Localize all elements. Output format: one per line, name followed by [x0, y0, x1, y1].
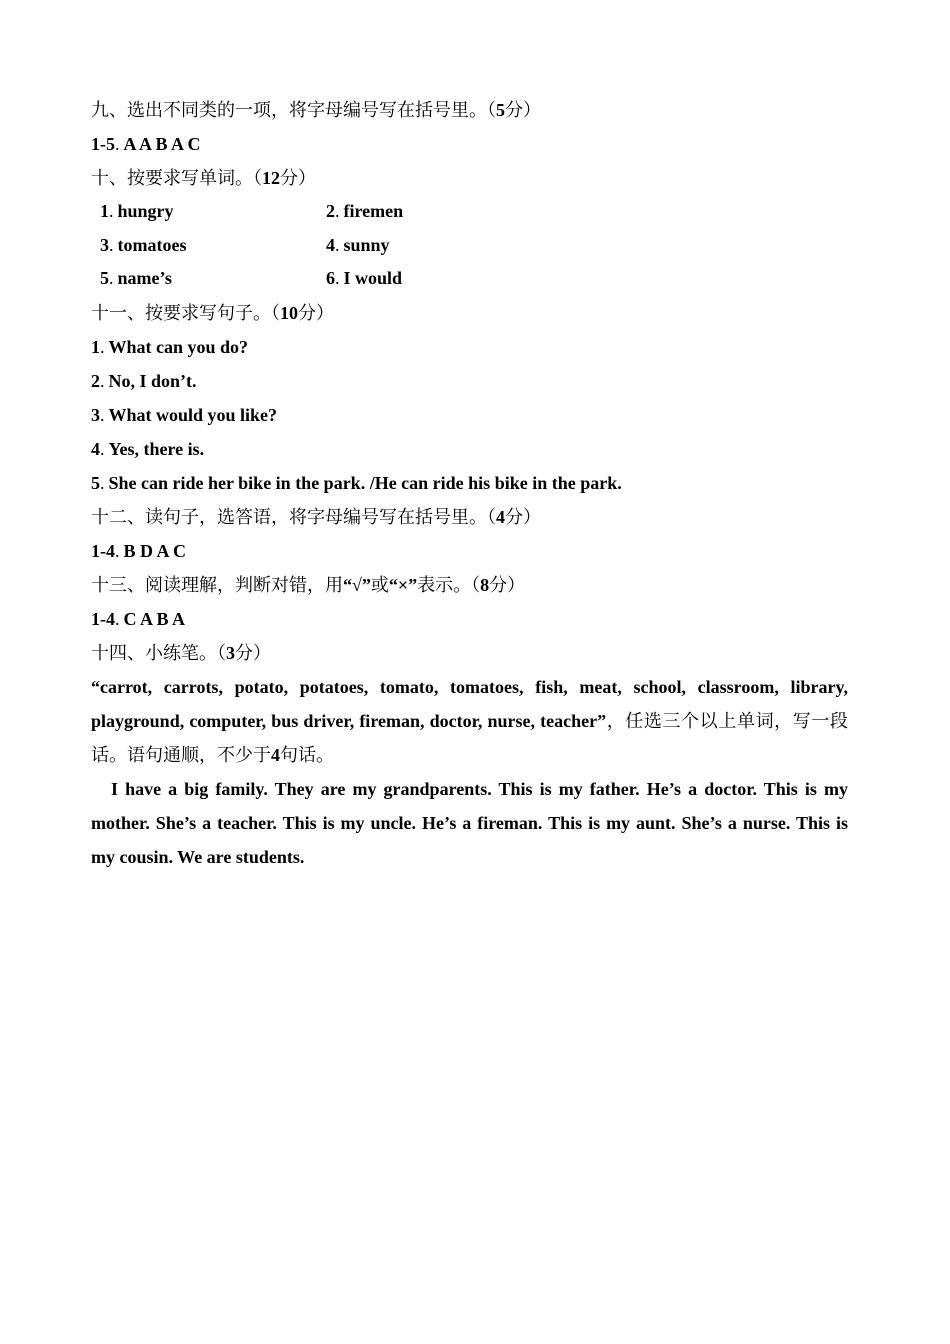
item-number: 5	[100, 268, 109, 288]
heading-points: 5	[496, 100, 505, 120]
item-separator: .	[100, 472, 105, 493]
item-separator: .	[100, 370, 105, 391]
item-separator: .	[109, 201, 114, 221]
item-text: sunny	[343, 234, 390, 255]
answer-letters: C A B A	[123, 608, 186, 629]
heading-text-mid2: 表示。（	[417, 574, 481, 595]
word-item	[100, 195, 326, 229]
answer-letters: A A B A C	[123, 134, 201, 154]
item-text: She can ride her bike in the park. /He can ride his bike in the park.	[108, 472, 622, 493]
word-item	[326, 229, 626, 263]
heading-points: 8	[480, 574, 490, 595]
cross-mark-symbol: “×”	[388, 574, 418, 595]
item-separator: .	[100, 336, 105, 357]
heading-text: 十、按要求写单词。（	[91, 168, 262, 188]
heading-text-end: 分）	[505, 506, 541, 527]
item-text: name’s	[117, 268, 172, 288]
item-text: tomatoes	[117, 234, 187, 255]
answer-sheet	[91, 93, 848, 874]
sample-essay: I have a big family. They are my grandparents. This is my father. He’s a doctor. This is my mother. She’s a teacher. This is my uncle. He’s a fireman. This is my aunt. She’s a nurse. This is my cousin. We are students.	[91, 778, 848, 867]
instruction-text: ，任选三个以上单词，写一段话。语句通顺，不少于	[91, 710, 848, 765]
item-number: 5	[91, 472, 100, 493]
item-text: No, I don’t.	[108, 370, 197, 391]
item-separator: .	[100, 404, 105, 425]
heading-points: 10	[280, 302, 298, 323]
item-number: 4	[326, 234, 335, 255]
section-10-heading	[91, 161, 848, 195]
sentence-item	[91, 398, 848, 432]
heading-text-end: 分）	[280, 168, 316, 188]
item-text: I would	[343, 268, 403, 288]
item-text: What would you like?	[108, 404, 278, 425]
item-separator: .	[335, 268, 340, 288]
item-text: firemen	[343, 201, 404, 221]
item-number: 4	[91, 438, 100, 459]
item-number: 3	[100, 234, 109, 255]
item-number: 2	[91, 370, 100, 391]
heading-text-mid: 或	[370, 574, 389, 595]
word-item	[100, 229, 326, 263]
item-text: hungry	[117, 201, 174, 221]
item-number: 3	[91, 404, 100, 425]
item-text: What can you do?	[108, 336, 249, 357]
heading-text: 十一、按要求写句子。（	[91, 302, 280, 323]
answer-separator: .	[115, 540, 120, 561]
section-9-answer	[91, 127, 848, 161]
heading-points: 3	[226, 642, 235, 663]
answer-letters: B D A C	[123, 540, 187, 561]
answer-separator: .	[115, 608, 120, 629]
heading-points: 4	[496, 506, 505, 527]
item-number: 6	[326, 268, 335, 288]
item-number: 1	[100, 201, 109, 221]
sentence-item	[91, 364, 848, 398]
section-11-heading	[91, 296, 848, 330]
heading-text: 十三、阅读理解，判断对错，用	[91, 574, 343, 595]
heading-text-end: 分）	[298, 302, 334, 323]
item-separator: .	[335, 201, 340, 221]
heading-text: 十二、读句子，选答语，将字母编号写在括号里。（	[91, 506, 496, 527]
word-item	[100, 262, 326, 296]
word-item	[326, 262, 626, 296]
section-12-answer	[91, 534, 848, 568]
item-number: 1	[91, 336, 100, 357]
section-9-heading	[91, 93, 848, 127]
sentence-item	[91, 330, 848, 364]
item-separator: .	[100, 438, 105, 459]
section-10-word-grid	[91, 195, 848, 296]
heading-points: 12	[262, 168, 280, 188]
answer-separator: .	[115, 134, 120, 154]
instruction-text-end: 句话。	[280, 744, 334, 765]
item-separator: .	[109, 268, 114, 288]
heading-text: 九、选出不同类的一项，将字母编号写在括号里。（	[91, 100, 496, 120]
heading-text: 十四、小练笔。（	[91, 642, 226, 663]
section-12-heading	[91, 500, 848, 534]
section-13-answer	[91, 602, 848, 636]
sentence-count: 4	[271, 744, 280, 765]
heading-text-end: 分）	[235, 642, 271, 663]
heading-text-end: 分）	[489, 574, 526, 595]
sentence-item	[91, 432, 848, 466]
word-item	[326, 195, 626, 229]
section-14-heading	[91, 636, 848, 670]
item-number: 2	[326, 201, 335, 221]
item-separator: .	[335, 234, 340, 255]
item-text: Yes, there is.	[108, 438, 205, 459]
answer-range: 1-4	[91, 608, 115, 629]
heading-text-end: 分）	[505, 100, 541, 120]
sentence-item	[91, 466, 848, 500]
word-list: “carrot, carrots, potato, potatoes, tomato, tomatoes, fish, meat, school, classroom, library, playground, computer, bus driver, fireman, doctor, nurse, teacher”	[91, 676, 848, 731]
check-mark-symbol: “√”	[343, 574, 371, 595]
answer-range: 1-4	[91, 540, 115, 561]
item-separator: .	[109, 234, 114, 255]
answer-range: 1-5	[91, 134, 115, 154]
section-13-heading	[91, 568, 848, 602]
section-14-instructions	[91, 670, 848, 772]
